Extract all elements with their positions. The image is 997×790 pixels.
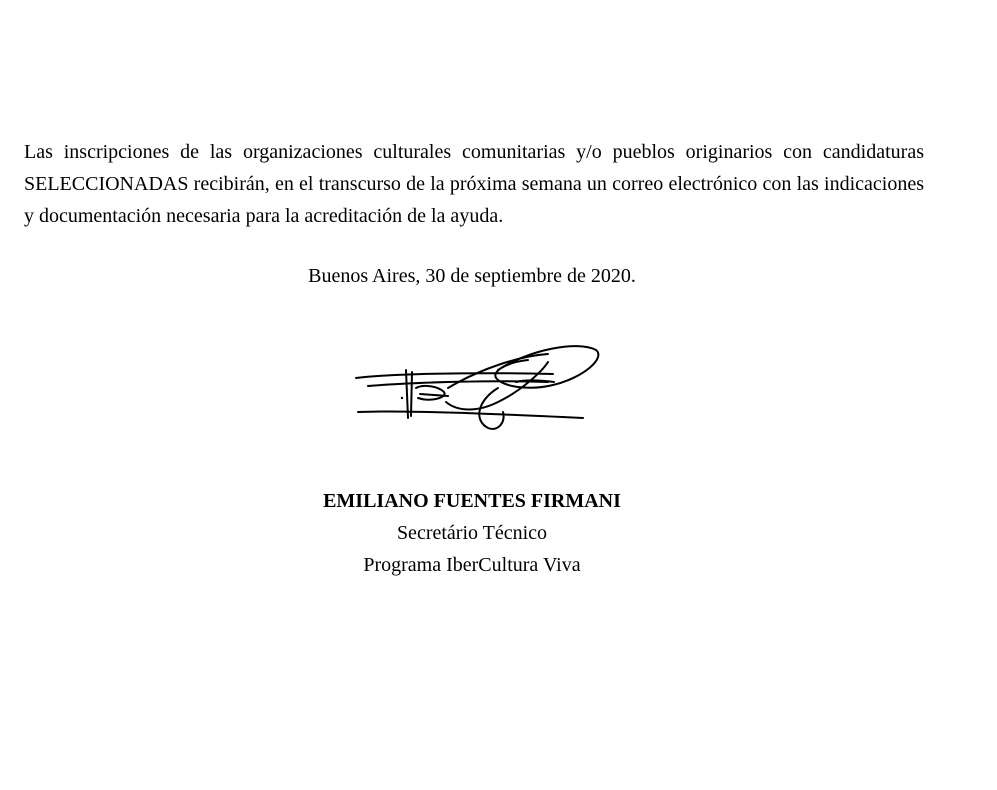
signer-block — [0, 485, 944, 581]
place-date: Buenos Aires, 30 de septiembre de 2020. — [308, 265, 636, 287]
signer-organization: Programa IberCultura Viva — [363, 554, 581, 576]
handwritten-signature — [348, 340, 608, 440]
signer-title: Secretário Técnico — [396, 522, 548, 544]
body-paragraph: Las inscripciones de las organizaciones culturales comunitarias y/o pueblos originarios con candidaturas SELECCIONADAS recibirán, en el transcurso de la próxima semana un correo electrónico con las indicaciones y documentación necesaria para la acreditación de la ayuda. — [24, 141, 924, 227]
signer-name: EMILIANO FUENTES FIRMANI — [323, 490, 621, 512]
